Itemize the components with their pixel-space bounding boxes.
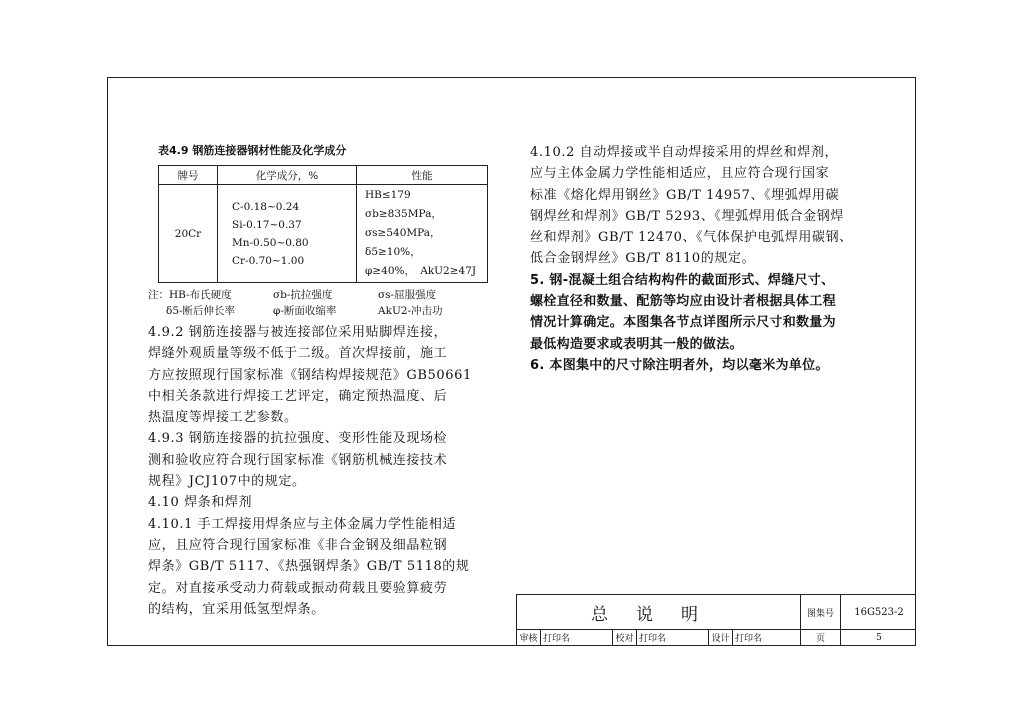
text-line: 4.10.2 自动焊接或半自动焊接采用的焊丝和焊剂，: [530, 145, 839, 160]
table-header: 牌号: [159, 166, 218, 185]
bold-text-line: 情况计算确定。本图集各节点详图所示尺寸和数量为: [530, 315, 836, 331]
perf-line: HB≤179 σb≥835MPa，: [365, 189, 442, 220]
chemistry-cell: [218, 185, 357, 283]
bold-text-line: 最低构造要求或表明其一般的做法。: [530, 336, 743, 352]
perf-line: φ≥40%， AkU2≥47J: [365, 265, 477, 277]
text-line: 中相关条款进行焊接工艺评定，确定预热温度、后: [148, 388, 448, 404]
note-item: AkU2-冲击功: [378, 305, 443, 317]
title-block-row: [517, 595, 916, 630]
design-name: 打印名: [733, 629, 801, 646]
left-body-text: [148, 322, 498, 620]
text-line: 丝和焊剂》GB/T 12470、《气体保护电弧焊用碳钢、: [530, 230, 853, 246]
grade-cell: 20Cr: [159, 185, 218, 283]
table-header: 性能: [357, 166, 488, 185]
check-name: 打印名: [637, 629, 709, 646]
chem-line: Si-0.17~0.37: [232, 218, 302, 231]
title-block: [516, 594, 916, 646]
text-line: 测和验收应符合现行国家标准《钢筋机械连接技术: [148, 452, 448, 468]
bold-text-line: 螺栓直径和数量、配筋等均应由设计者根据具体工程: [530, 294, 836, 310]
text-line: 4.10.1 手工焊接用焊条应与主体金属力学性能相适: [148, 516, 457, 532]
note-item: σb-抗拉强度: [273, 289, 333, 301]
atlas-no-label: 图集号: [801, 595, 841, 629]
chem-line: Cr-0.70~1.00: [232, 254, 305, 267]
chem-line: Mn-0.50~0.80: [232, 236, 309, 249]
text-line: 焊缝外观质量等级不低于二级。首次焊接前，施工: [148, 346, 448, 362]
note-item: δ5-断后伸长率: [166, 305, 236, 317]
design-label: 设计: [709, 629, 733, 646]
signature-row: [517, 629, 916, 646]
review-name: 打印名: [541, 629, 613, 646]
page-number: 5: [876, 632, 882, 643]
note-item: σs-屈服强度: [378, 289, 437, 301]
table-title: 表4.9 钢筋连接器钢材性能及化学成分: [158, 144, 347, 157]
drawing-title: 总说明: [517, 595, 801, 629]
review-label: 审核: [517, 629, 541, 646]
left-column: [148, 142, 498, 620]
chem-line: C-0.18~0.24: [232, 200, 300, 213]
text-line: 定。对直接承受动力荷载或振动荷载且要验算疲劳: [148, 580, 448, 596]
right-column: [530, 142, 880, 376]
bold-text-line: 5. 钢-混凝土组合结构构件的截面形式、焊缝尺寸、: [530, 272, 835, 288]
material-table: [158, 165, 488, 283]
section-heading: 4.10 焊条和焊剂: [148, 495, 253, 511]
note-item: 注：HB-布氏硬度: [148, 289, 232, 301]
page-label: 页: [801, 629, 841, 646]
performance-cell: [357, 185, 488, 283]
text-line: 应，且应符合现行国家标准《非合金钢及细晶粒钢: [148, 537, 448, 553]
atlas-no: 16G523-2: [854, 606, 904, 618]
table-notes: [148, 287, 498, 319]
text-line: 钢焊丝和焊剂》GB/T 5293、《埋弧焊用低合金钢焊: [530, 208, 844, 224]
text-line: 热温度等焊接工艺参数。: [148, 410, 298, 426]
text-line: 应与主体金属力学性能相适应，且应符合现行国家: [530, 166, 830, 182]
text-line: 方应按照现行国家标准《钢结构焊接规范》GB50661: [148, 367, 472, 383]
bold-text-line: 6. 本图集中的尺寸除注明者外，均以毫米为单位。: [530, 357, 829, 373]
table-header: 化学成分，%: [218, 166, 357, 185]
note-item: φ-断面收缩率: [273, 305, 337, 317]
text-line: 规程》JCJ107中的规定。: [148, 474, 306, 490]
text-line: 的结构，宜采用低氢型焊条。: [148, 601, 325, 617]
check-label: 校对: [613, 629, 637, 646]
text-line: 标准《熔化焊用钢丝》GB/T 14957、《埋弧焊用碳: [530, 187, 840, 203]
text-line: 低合金钢焊丝》GB/T 8110的规定。: [530, 251, 756, 267]
text-line: 4.9.2 钢筋连接器与被连接部位采用贴脚焊连接，: [148, 325, 448, 340]
text-line: 4.9.3 钢筋连接器的抗拉强度、变形性能及现场检: [148, 431, 448, 447]
text-line: 焊条》GB/T 5117、《热强钢焊条》GB/T 5118的规: [148, 559, 470, 575]
perf-line: σs≥540MPa，δ5≥10%，: [365, 227, 441, 258]
